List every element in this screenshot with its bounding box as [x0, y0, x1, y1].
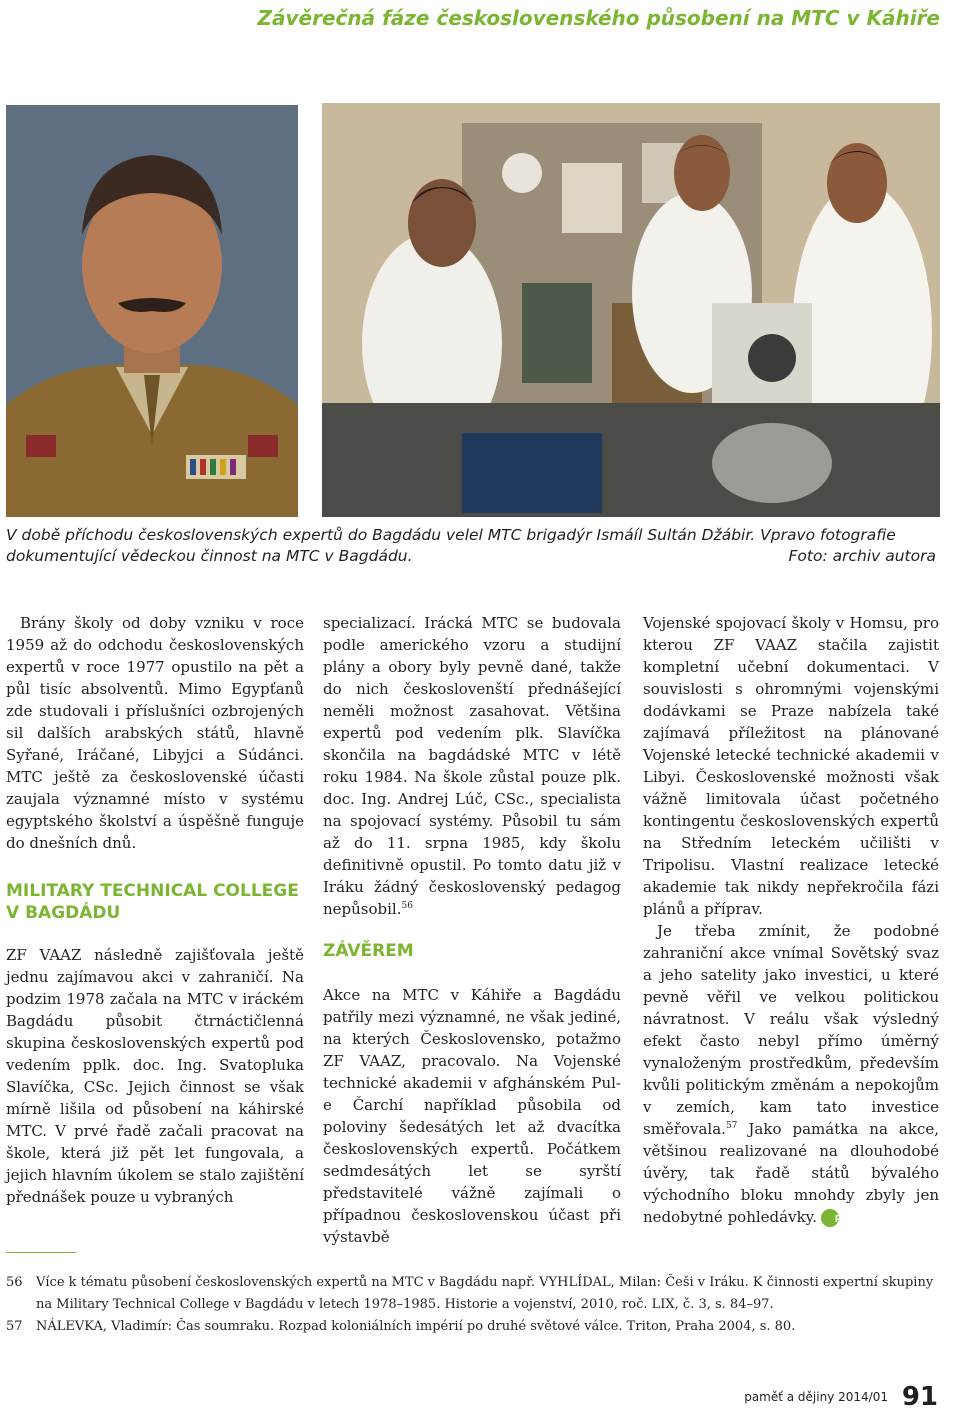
- photo-caption: [6, 525, 936, 567]
- col2-paragraph-2: Akce na MTC v Káhiře a Bagdádu patřily mezi významné, ne však jediné, na kterých Československo, potažmo ZF VAAZ, pracovalo. Na Vojenské technické akademii v afghánském Pul-e Čarchí například působila od poloviny šedesátých let až dvacítka československých expertů. Počátkem sedmdesátých let se syrští představitelé vážně zajímali o případnou československou účast při výstavbě: [323, 986, 621, 1246]
- laboratory-photo: [322, 103, 940, 517]
- col3-paragraph-2a: Je třeba zmínit, že podobné zahraniční akce vnímal Sovětský svaz a jeho satelity jako investici, u které pevně věřil ve velkou politickou návratnost. V reálu však výsledný efekt často nebyl přímo úměrný vynaloženým prostředkům, především kvůli politickým změnám a nepokojům v zemích, kam tato investice směřovala.: [643, 922, 939, 1138]
- laboratory-illustration: [322, 103, 940, 517]
- col1-paragraph-1: Brány školy od doby vzniku v roce 1959 až do odchodu československých expertů v roce 1977 opustilo na pět a půl tisíc absolventů. Mimo Egypťanů zde studovali i příslušníci ozbrojených sil dalších arabských států, hlavně Syřané, Iráčané, Libyjci a Súdánci. MTC ještě za československé účasti zaujala významné místo v systému egyptského školství a úspěšně funguje do dnešních dnů.: [6, 614, 304, 852]
- footnote-ref-56[interactable]: 56: [401, 901, 413, 911]
- column-2: [323, 612, 621, 1248]
- page-header-title: Závěrečná fáze československého působení na MTC v Káhiře: [257, 6, 940, 30]
- footnote-text: Více k tématu působení československých expertů na MTC v Bagdádu např. VYHLÍDAL, Milan: Češi v Iráku. K činnosti expertní skupiny na Military Technical College v Bagdádu v letech 1978–1985. Historie a vojenství, 2010, roč. LIX, č. 3, s. 84–97.: [36, 1275, 934, 1312]
- footnote-divider: [6, 1252, 76, 1253]
- caption-text: V době příchodu československých expertů do Bagdádu velel MTC brigadýr Ismáíl Sultán Džábir. Vpravo fotografie dokumentující vědeckou činnost na MTC v Bagdádu.: [6, 526, 896, 565]
- column-3: [643, 612, 939, 1228]
- footnote-item: [6, 1316, 936, 1338]
- footnote-number: 56: [6, 1275, 23, 1290]
- page-number: 91: [901, 1382, 938, 1412]
- section-heading-zaverem: ZÁVĚREM: [323, 941, 414, 961]
- col2-paragraph-1-text: specializací. Irácká MTC se budovala podle amerického vzoru a studijní plány a obory byly pevně dané, takže do nich českoslovenští přednášející neměli možnost zasahovat. Většina expertů pod vedením plk. Slavíčka skončila na bagdádské MTC v létě roku 1984. Na škole zůstal pouze plk. doc. Ing. Andrej Lúč, CSc., specialista na spojovací systémy. Působil tu sám až do 11. srpna 1985, kdy školu definitivně opustil. Po tomto datu již v Iráku žádný československý pedagog nepůsobil.: [323, 614, 621, 918]
- footnotes: [6, 1272, 936, 1338]
- footnote-number: 57: [6, 1319, 23, 1334]
- section-heading-bagdad: MILITARY TECHNICAL COLLEGE V BAGDÁDU: [6, 881, 299, 923]
- col1-paragraph-2: ZF VAAZ následně zajišťovala ještě jednu zajímavou akci v zahraničí. Na podzim 1978 začala na MTC v iráckém Bagdádu působit čtrnáctičlenná skupina československých expertů pod vedením pplk. doc. Ing. Svatopluka Slavíčka, CSc. Jejich činnost se však mírně lišila od působení na káhirské MTC. V prvé řadě začali pracovat na škole, která již pět let fungovala, a jejich hlavním úkolem se stalo zajištění přednášek pouze u vybraných: [6, 946, 304, 1206]
- footnote-text: NÁLEVKA, Vladimír: Čas soumraku. Rozpad koloniálních impérií po druhé světové válce. Triton, Praha 2004, s. 80.: [36, 1319, 796, 1334]
- portrait-illustration: [6, 105, 298, 517]
- column-1: [6, 612, 304, 1208]
- col3-paragraph-2b: Jako památka na akce, většinou realizované na dlouhodobé úvěry, tak řadě států bývalého východního bloku mnohdy zbyly jen nedobytné pohledávky.: [643, 1120, 939, 1226]
- col3-paragraph-2: [643, 920, 939, 1228]
- photo-credit: Foto: archiv autora: [788, 547, 936, 565]
- page-footer: [744, 1382, 938, 1412]
- col2-paragraph-1: [323, 612, 621, 920]
- col3-paragraph-1: Vojenské spojovací školy v Homsu, pro kterou ZF VAAZ stačila zajistit kompletní učební dokumentaci. V souvislosti s ohromnými vojenskými dodávkami se Praze nabízela také zajímavá příležitost na plánované Vojenské letecké technické akademii v Libyi. Československé možnosti však vážně limitovala účast početného kontingentu československých expertů na Středním leteckém učilišti v Tripolisu. Vlastní realizace letecké akademie tak nikdy nepřekročila fázi plánů a příprav.: [643, 614, 939, 918]
- footnote-ref-57[interactable]: 57: [725, 1121, 738, 1131]
- portrait-photo: [6, 105, 298, 517]
- footnote-item: [6, 1272, 936, 1316]
- journal-name: paměť a dějiny 2014/01: [744, 1390, 888, 1404]
- end-of-article-mark: pd: [821, 1209, 839, 1227]
